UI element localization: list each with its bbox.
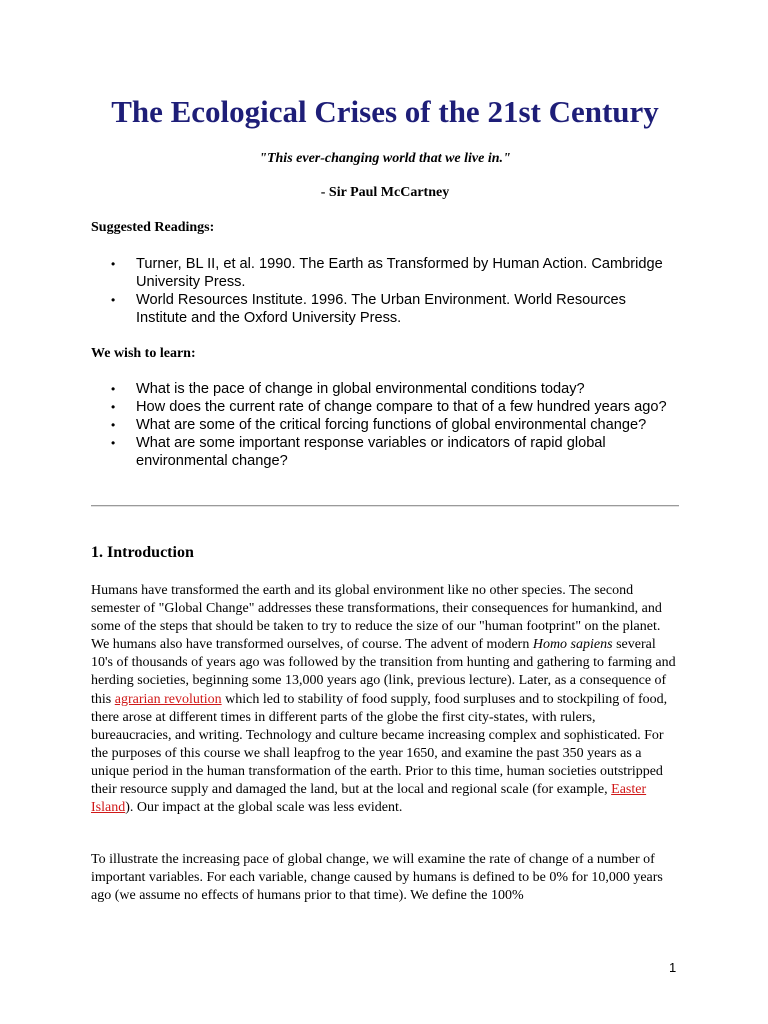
suggested-readings-label: Suggested Readings:	[91, 220, 215, 235]
epigraph-attribution: - Sir Paul McCartney	[320, 185, 450, 200]
page-number: 1	[669, 960, 677, 975]
learn-list	[91, 380, 679, 470]
page-title: The Ecological Crises of the 21st Century	[111, 94, 659, 129]
list-item: • World Resources Institute. 1996. The Urban Environment. World Resources Institute and the Oxford University Press.	[111, 292, 626, 326]
learn-label: We wish to learn:	[91, 346, 196, 361]
horizontal-divider	[91, 505, 679, 507]
intro-paragraph: Humans have transformed the earth and its global environment like no other species. The second semester of "Global Change" addresses these transformations, their consequences for humankind, and some of the steps that should be taken to try to reduce the size of our "human footprint" on the planet. We humans also have transformed ourselves, of course. The advent of modern Homo sapiens several 10's of thousands of years ago was followed by the transition from hunting and gathering to farming and herding societies, beginning some 13,000 years ago (link, previous lecture). Later, as a consequence of this agrarian revolution which led to stability of food supply, food surpluses and to stockpiling of food, there arose at different times in different parts of the globe the first city-states, with rulers, bureaucracies, and writing. Technology and culture became increasing complex and sophisticated. For the purposes of this course we shall leapfrog to the year 1650, and examine the past 350 years as a unique period in the human transformation of the earth. Prior to this time, human societies outstripped their resource supply and damaged the land, but at the local and regional scale (for example, Easter Island). Our impact at the global scale was less evident.	[91, 583, 676, 816]
bullet-icon: •	[111, 293, 116, 307]
rate-of-change-paragraph: To illustrate the increasing pace of global change, we will examine the rate of change of a number of important variables. For each variable, change caused by humans is defined to be 0% for 10,000 years ago (we assume no effects of humans prior to that time). We define the 100%	[91, 852, 663, 904]
epigraph-quote: "This ever-changing world that we live in."	[259, 151, 511, 166]
agrarian-revolution-link[interactable]: agrarian revolution	[114, 691, 222, 707]
bullet-icon: •	[111, 400, 116, 414]
readings-list	[91, 255, 679, 327]
list-item: • What are some of the critical forcing functions of global environmental change?	[111, 417, 647, 433]
list-item: • What are some important response variables or indicators of rapid global environmental change?	[111, 435, 606, 469]
easter-island-link[interactable]: Easter Island	[91, 782, 647, 816]
bullet-icon: •	[111, 382, 116, 396]
bullet-icon: •	[111, 418, 116, 432]
list-item: • What is the pace of change in global environmental conditions today?	[111, 381, 585, 397]
list-item: • How does the current rate of change compare to that of a few hundred years ago?	[111, 399, 667, 415]
section-heading: 1. Introduction	[91, 544, 194, 561]
bullet-icon: •	[111, 436, 116, 450]
list-item: • Turner, BL II, et al. 1990. The Earth as Transformed by Human Action. Cambridge University Press.	[111, 256, 663, 290]
species-name: Homo sapiens	[532, 637, 613, 653]
bullet-icon: •	[111, 257, 116, 271]
